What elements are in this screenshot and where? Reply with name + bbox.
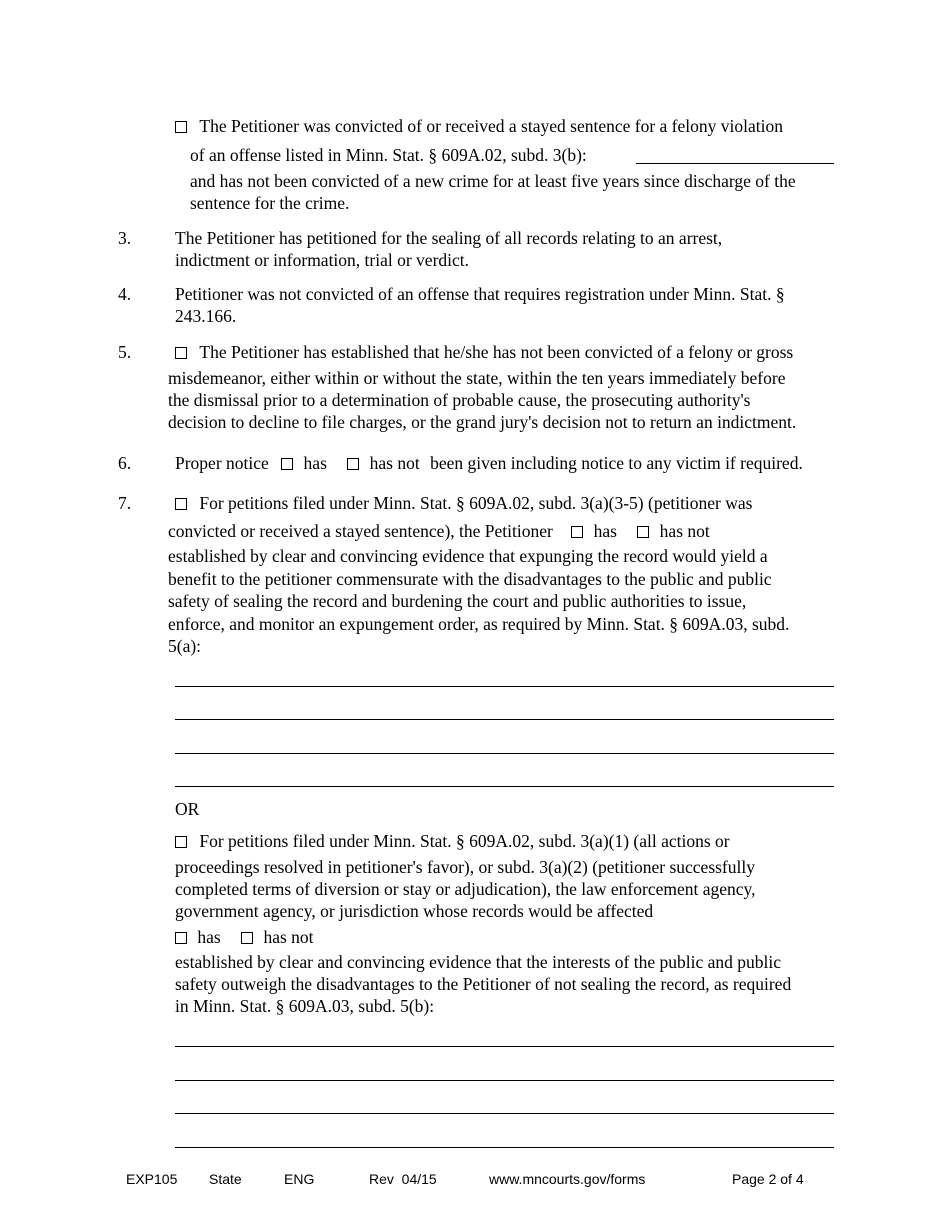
item-7-option-b bbox=[175, 830, 730, 852]
notice-has-not-label: has not bbox=[369, 453, 420, 473]
petitioner-has-not-checkbox[interactable] bbox=[637, 526, 649, 538]
reason-a-line-2[interactable] bbox=[175, 719, 834, 720]
item-7-alt-text-line7: in Minn. Stat. § 609A.03, subd. 5(b): bbox=[175, 996, 435, 1016]
footer-jurisdiction: State bbox=[209, 1171, 242, 1187]
footer-language: ENG bbox=[284, 1171, 315, 1187]
reason-a-line-4[interactable] bbox=[175, 786, 834, 787]
item-7-text-line5: safety of sealing the record and burdening the court and public authorities to issue, bbox=[168, 591, 747, 611]
item-4-text-line1: Petitioner was not convicted of an offense that requires registration under Minn. Stat. § bbox=[175, 284, 785, 304]
agency-has-not-checkbox[interactable] bbox=[241, 932, 253, 944]
item-6-number: 6. bbox=[118, 453, 132, 473]
item-5-option bbox=[175, 341, 793, 363]
reason-a-line-3[interactable] bbox=[175, 753, 834, 754]
item-7-text-line6: enforce, and monitor an expungement order, as required by Minn. Stat. § 609A.03, subd. bbox=[168, 614, 790, 634]
felony-conviction-option bbox=[175, 115, 783, 137]
item-7-alt-text-line4: government agency, or jurisdiction whose records would be affected bbox=[175, 901, 654, 921]
petitioner-has-label: has bbox=[593, 521, 617, 541]
proper-notice-label: Proper notice bbox=[175, 453, 269, 473]
item-5-text-line3: the dismissal prior to a determination of probable cause, the prosecuting authority's bbox=[168, 390, 751, 410]
item-7-alt-text-line3: completed terms of diversion or stay or adjudication), the law enforcement agency, bbox=[175, 879, 756, 899]
footer-form-code: EXP105 bbox=[126, 1171, 178, 1187]
or-separator: OR bbox=[175, 799, 200, 819]
item-7-option-b-checkbox[interactable] bbox=[175, 836, 187, 848]
item-7-alt-text-line2: proceedings resolved in petitioner's favor), or subd. 3(a)(2) (petitioner successfully bbox=[175, 857, 755, 877]
felony-conviction-text-line3: and has not been convicted of a new crime for at least five years since discharge of the bbox=[190, 171, 796, 191]
item-3-text-line2: indictment or information, trial or verdict. bbox=[175, 250, 470, 270]
item-7-text-line4: benefit to the petitioner commensurate with the disadvantages to the public and public bbox=[168, 569, 772, 589]
notice-has-checkbox[interactable] bbox=[281, 458, 293, 470]
felony-conviction-text-line1: The Petitioner was convicted of or received a stayed sentence for a felony violation bbox=[199, 116, 783, 136]
item-3-number: 3. bbox=[118, 228, 132, 248]
notice-rest-text: been given including notice to any victim if required. bbox=[430, 453, 803, 473]
offense-blank-line[interactable] bbox=[636, 163, 834, 164]
item-5-text-line4: decision to decline to file charges, or the grand jury's decision not to return an indictment. bbox=[168, 412, 797, 432]
item-7-option-a-checkbox[interactable] bbox=[175, 498, 187, 510]
item-7-alt-text-line6: safety outweigh the disadvantages to the Petitioner of not sealing the record, as required bbox=[175, 974, 792, 994]
item-4-number: 4. bbox=[118, 284, 132, 304]
item-7-text-line7: 5(a): bbox=[168, 636, 202, 656]
item-7-number: 7. bbox=[118, 493, 132, 513]
reason-b-line-3[interactable] bbox=[175, 1113, 834, 1114]
agency-has-not-label: has not bbox=[263, 927, 314, 947]
item-7-text-line3: established by clear and convincing evidence that expunging the record would yield a bbox=[168, 546, 768, 566]
item-5-text-line1: The Petitioner has established that he/she has not been convicted of a felony or gross bbox=[199, 342, 794, 362]
felony-conviction-text-line2: of an offense listed in Minn. Stat. § 609A.02, subd. 3(b): bbox=[190, 145, 587, 165]
item-7-alt-text-line1: For petitions filed under Minn. Stat. § 609A.02, subd. 3(a)(1) (all actions or bbox=[199, 831, 730, 851]
item-6-row bbox=[175, 452, 803, 474]
item-7-text-line1: For petitions filed under Minn. Stat. § 609A.02, subd. 3(a)(3-5) (petitioner was bbox=[199, 493, 753, 513]
item-4-text-line2: 243.166. bbox=[175, 306, 237, 326]
item-3-text-line1: The Petitioner has petitioned for the sealing of all records relating to an arrest, bbox=[175, 228, 723, 248]
petitioner-has-checkbox[interactable] bbox=[571, 526, 583, 538]
item-5-checkbox[interactable] bbox=[175, 347, 187, 359]
footer-page-number: Page 2 of 4 bbox=[732, 1171, 804, 1187]
agency-has-label: has bbox=[197, 927, 221, 947]
reason-a-line-1[interactable] bbox=[175, 686, 834, 687]
footer-website[interactable]: www.mncourts.gov/forms bbox=[489, 1171, 646, 1187]
item-7-line2-row bbox=[168, 520, 710, 542]
felony-conviction-text-line4: sentence for the crime. bbox=[190, 193, 350, 213]
notice-has-label: has bbox=[303, 453, 327, 473]
item-7-alt-text-line5: established by clear and convincing evidence that the interests of the public and public bbox=[175, 952, 781, 972]
notice-has-not-checkbox[interactable] bbox=[347, 458, 359, 470]
felony-conviction-checkbox[interactable] bbox=[175, 121, 187, 133]
reason-b-line-1[interactable] bbox=[175, 1046, 834, 1047]
item-7-text-line2: convicted or received a stayed sentence), the Petitioner bbox=[168, 521, 553, 541]
agency-has-checkbox[interactable] bbox=[175, 932, 187, 944]
footer-revision: Rev 04/15 bbox=[369, 1171, 437, 1187]
petitioner-has-not-label: has not bbox=[659, 521, 710, 541]
agency-has-row bbox=[175, 926, 314, 948]
reason-b-line-4[interactable] bbox=[175, 1147, 834, 1148]
item-5-number: 5. bbox=[118, 342, 132, 362]
item-5-text-line2: misdemeanor, either within or without the state, within the ten years immediately before bbox=[168, 368, 786, 388]
reason-b-line-2[interactable] bbox=[175, 1080, 834, 1081]
item-7-option-a bbox=[175, 492, 752, 514]
